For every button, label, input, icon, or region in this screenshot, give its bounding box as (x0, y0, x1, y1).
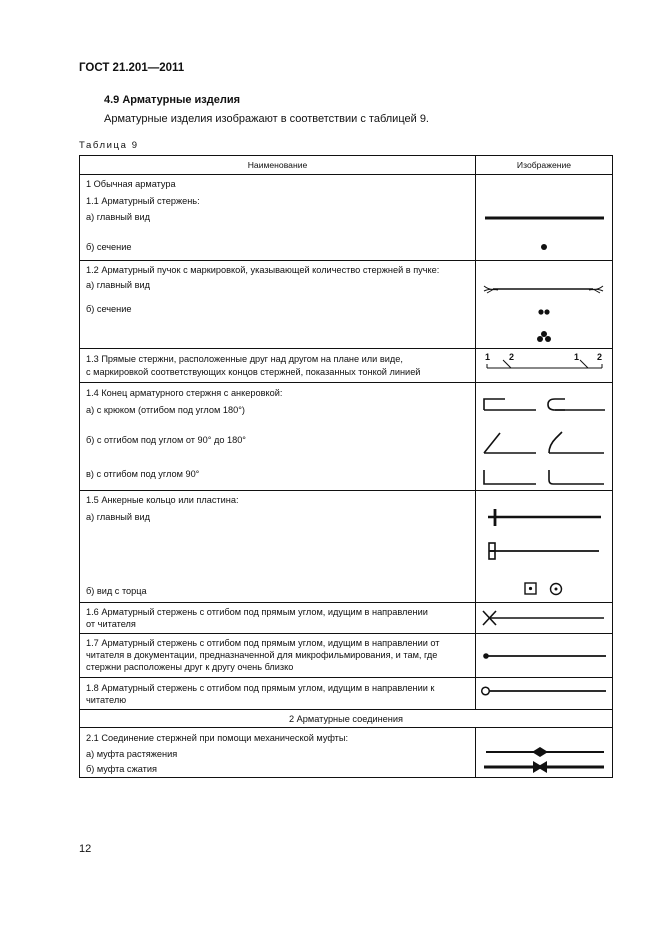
bar-section-dot (541, 244, 547, 250)
row5-main-view: а) главный вид (86, 512, 150, 522)
anchor-ring-end-view (551, 584, 562, 595)
page-number: 12 (79, 843, 92, 855)
row4-hook: а) с крюком (отгибом под углом 180°) (86, 405, 245, 415)
section2-heading: 2 Арматурные соединения (289, 714, 403, 724)
row6-line2: от читателя (86, 619, 136, 629)
row9-tension: а) муфта растяжения (86, 749, 178, 759)
bundle-section-two (538, 309, 549, 314)
row7-line2: читателя в документации, предназначенной для микрофильмирования, и там, где (86, 650, 438, 660)
row9-heading: 2.1 Соединение стержней при помощи механической муфты: (86, 733, 349, 743)
intro-text: Арматурные изделия изображают в соответствии с таблицей 9. (104, 113, 429, 125)
compression-coupler-icon (484, 761, 604, 773)
mark-label: 2 (509, 352, 515, 362)
bend-away-cross-icon (483, 611, 604, 625)
row4-heading: 1.4 Конец арматурного стержня с анкеровкой: (86, 388, 283, 398)
column-header-name: Наименование (247, 160, 308, 170)
tension-coupler-icon (486, 747, 604, 757)
bundle-section-three (537, 331, 551, 342)
bundle-main-view (484, 286, 603, 293)
mark-label: 1 (485, 352, 491, 362)
anchor-ring-main-view (488, 509, 601, 526)
row1-sub: 1.1 Арматурный стержень: (86, 196, 200, 206)
table-caption: Таблица 9 (79, 140, 139, 151)
column-header-image: Изображение (516, 160, 572, 170)
row4-bend-90: в) с отгибом под углом 90° (86, 469, 200, 479)
bend-right-angle-icon (484, 470, 604, 484)
row6-line1: 1.6 Арматурный стержень с отгибом под прямым углом, идущим в направлении (86, 607, 428, 617)
row2-main-view: а) главный вид (86, 280, 150, 290)
row2-section: б) сечение (86, 304, 132, 314)
row8-line1: 1.8 Арматурный стержень с отгибом под прямым углом, идущим в направлении к (86, 683, 435, 693)
row8-line2: читателю (86, 695, 127, 705)
bend-toward-circle-icon (482, 687, 606, 695)
mark-label: 2 (597, 352, 603, 362)
hook-180-icon (484, 399, 605, 410)
bend-obtuse-icon (484, 432, 604, 453)
section-title: 4.9 Арматурные изделия (104, 94, 241, 106)
row5-end-view: б) вид с торца (86, 586, 147, 596)
mark-label: 1 (574, 352, 580, 362)
bend-away-dot-icon (483, 653, 606, 659)
row3-line2: с маркировкой соответствующих концов стержней, показанных тонкой линией (86, 367, 421, 377)
row1-section: б) сечение (86, 242, 132, 252)
marked-bars-line (487, 360, 602, 368)
anchor-plate-main-view (489, 543, 599, 559)
row7-line3: стержни расположены друг к другу очень близко (86, 662, 294, 672)
anchor-plate-end-view (525, 583, 536, 594)
row9-compression: б) муфта сжатия (86, 764, 157, 774)
row1-main-view: а) главный вид (86, 212, 150, 222)
row3-line1: 1.3 Прямые стержни, расположенные друг над другом на плане или виде, (86, 354, 403, 364)
document-header: ГОСТ 21.201—2011 (79, 62, 185, 74)
row7-line1: 1.7 Арматурный стержень с отгибом под прямым углом, идущим в направлении от (86, 638, 440, 648)
row1-heading: 1 Обычная арматура (86, 179, 176, 189)
row5-heading: 1.5 Анкерные кольцо или пластина: (86, 495, 239, 505)
row4-bend-90-180: б) с отгибом под углом от 90° до 180° (86, 435, 246, 445)
row2-heading: 1.2 Арматурный пучок с маркировкой, указывающей количество стержней в пучке: (86, 265, 440, 275)
